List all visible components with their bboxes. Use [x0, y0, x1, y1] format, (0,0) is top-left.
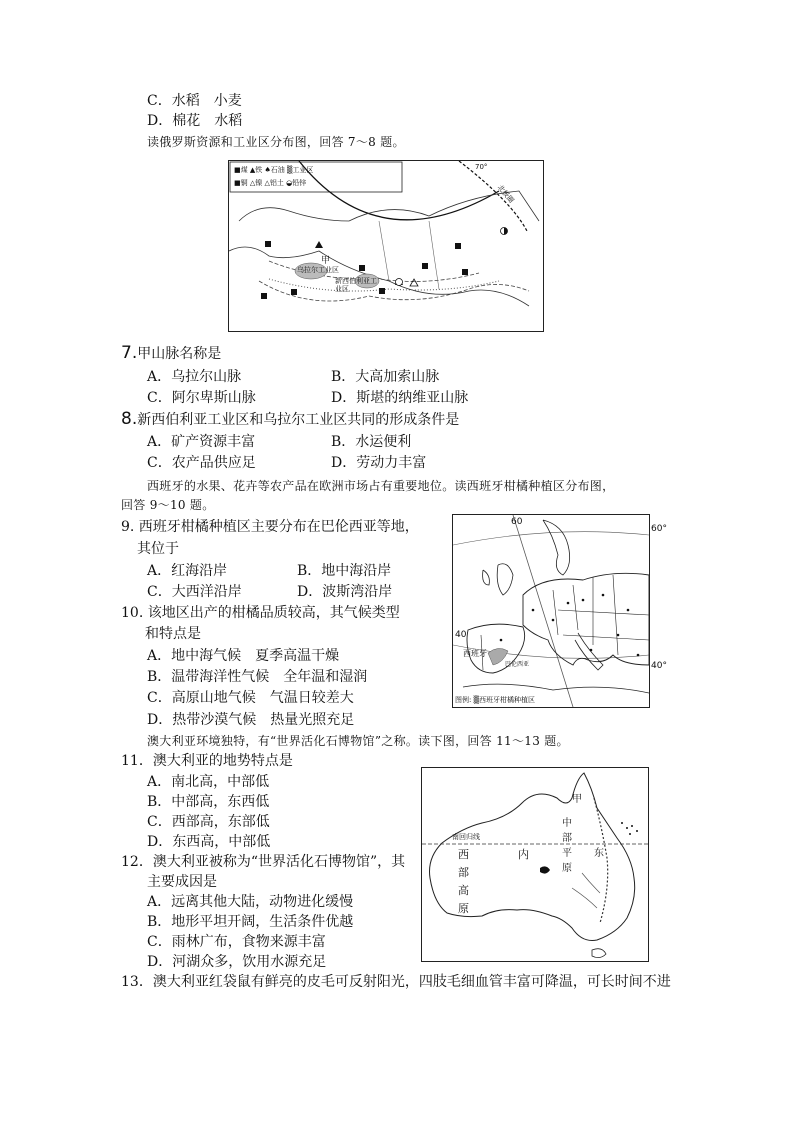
- spain-map-legend: 图例: ▒西班牙柑橘种植区: [455, 696, 535, 704]
- q13-stem: 13．澳大利亚红袋鼠有鲜亮的皮毛可反射阳光，四肢毛细血管丰富可降温，可长时间不进: [121, 974, 671, 990]
- q10-stem-line1: 10. 该地区出产的柑橘品质较高，其气候类型: [121, 605, 400, 621]
- q11-stem: 11．澳大利亚的地势特点是: [121, 753, 293, 769]
- q9-stem-line1: 9. 西班牙柑橘种植区主要分布在巴伦西亚等地，: [121, 519, 419, 535]
- q8-option-c[interactable]: C．农产品供应足: [147, 455, 256, 471]
- russia-legend-row1: ■煤 ▲铁 ♠石油 ▒工业区: [234, 166, 314, 174]
- central-plain-label: 中 部 平 原: [562, 818, 572, 874]
- q10-option-a[interactable]: A．地中海气候 夏季高温干燥: [147, 648, 340, 664]
- q10-option-b[interactable]: B．温带海洋性气候 全年温和湿润: [147, 669, 368, 685]
- q12-stem-line2: 主要成因是: [147, 874, 217, 890]
- russia-lat-label: 70°: [475, 163, 488, 171]
- q9-option-b[interactable]: B．地中海沿岸: [297, 563, 392, 579]
- spain-map-lat-40-right: 40°: [651, 661, 667, 671]
- australia-map: [421, 767, 649, 962]
- q12-option-c[interactable]: C．雨林广布，食物来源丰富: [147, 934, 326, 950]
- russia-legend-row2: ■铜 △镍 △铝土 ◒铅锌: [234, 179, 307, 187]
- intro-7-8: 读俄罗斯资源和工业区分布图，回答 7～8 题。: [147, 135, 405, 149]
- intro-11-13: 澳大利亚环境独特，有“世界活化石博物馆”之称。读下图，回答 11～13 题。: [147, 734, 569, 748]
- valencia-label: 巴伦西亚: [505, 661, 530, 668]
- q11-option-d[interactable]: D．东西高，中部低: [147, 834, 271, 850]
- q8-stem: 8.新西伯利亚工业区和乌拉尔工业区共同的形成条件是: [121, 409, 460, 429]
- q9-option-d[interactable]: D．波斯湾沿岸: [297, 584, 393, 600]
- spain-label: 西班牙: [463, 649, 487, 658]
- q9-option-a[interactable]: A．红海沿岸: [147, 563, 228, 579]
- tropic-label: 南回归线: [452, 833, 480, 841]
- q7-option-d[interactable]: D．斯堪的纳维亚山脉: [331, 390, 469, 406]
- arctic-circle-label: 北极圈: [495, 183, 516, 205]
- australia-jia-label: 甲: [572, 794, 582, 805]
- intro-9-10-line2: 回答 9～10 题。: [121, 498, 215, 512]
- spain-map-lat-40-left: 40: [455, 630, 467, 640]
- q9-option-c[interactable]: C．大西洋沿岸: [147, 584, 242, 600]
- q12-stem-line1: 12．澳大利亚被称为“世界活化石博物馆”，其: [121, 854, 406, 870]
- mountain-jia-label: 甲: [321, 256, 331, 266]
- interior-label: 内: [518, 848, 529, 861]
- q7-option-b[interactable]: B．大高加索山脉: [331, 369, 440, 385]
- spain-map-lat-60: 60°: [651, 524, 667, 534]
- russia-resource-map: [228, 160, 544, 332]
- q10-option-c[interactable]: C．高原山地气候 气温日较差大: [147, 690, 354, 706]
- q12-option-d[interactable]: D．河湖众多，饮用水源充足: [147, 954, 327, 970]
- ural-industrial-label: 乌拉尔工业区: [297, 266, 339, 274]
- q8-option-a[interactable]: A．矿产资源丰富: [147, 434, 256, 450]
- spain-citrus-map: [452, 514, 650, 708]
- q9-stem-line2: 其位于: [137, 541, 179, 557]
- q11-option-b[interactable]: B．中部高，东西低: [147, 794, 270, 810]
- q7-option-a[interactable]: A．乌拉尔山脉: [147, 369, 242, 385]
- q8-option-d[interactable]: D．劳动力丰富: [331, 455, 427, 471]
- q11-option-c[interactable]: C．西部高，东部低: [147, 814, 270, 830]
- prev-option-d: D．棉花 水稻: [147, 113, 243, 129]
- west-plateau-label: 西 部 高 原: [458, 848, 469, 915]
- q11-option-a[interactable]: A．南北高，中部低: [147, 774, 270, 790]
- q12-option-a[interactable]: A．远离其他大陆，动物进化缓慢: [147, 894, 354, 910]
- q10-stem-line2: 和特点是: [145, 626, 201, 642]
- q8-option-b[interactable]: B．水运便利: [331, 434, 412, 450]
- q10-option-d[interactable]: D．热带沙漠气候 热量光照充足: [147, 712, 355, 728]
- q7-option-c[interactable]: C．阿尔卑斯山脉: [147, 390, 256, 406]
- spain-map-lon-60: 60: [511, 517, 523, 527]
- q7-stem: 7.甲山脉名称是: [121, 343, 222, 363]
- prev-option-c: C．水稻 小麦: [147, 93, 242, 109]
- intro-9-10-line1: 西班牙的水果、花卉等农产品在欧洲市场占有重要地位。读西班牙柑橘种植区分布图，: [147, 479, 615, 493]
- q12-option-b[interactable]: B．地形平坦开阔，生活条件优越: [147, 914, 354, 930]
- siberia-industrial-label: 新西伯利亚工业区: [335, 277, 377, 293]
- australia-east-label: 东: [594, 848, 604, 859]
